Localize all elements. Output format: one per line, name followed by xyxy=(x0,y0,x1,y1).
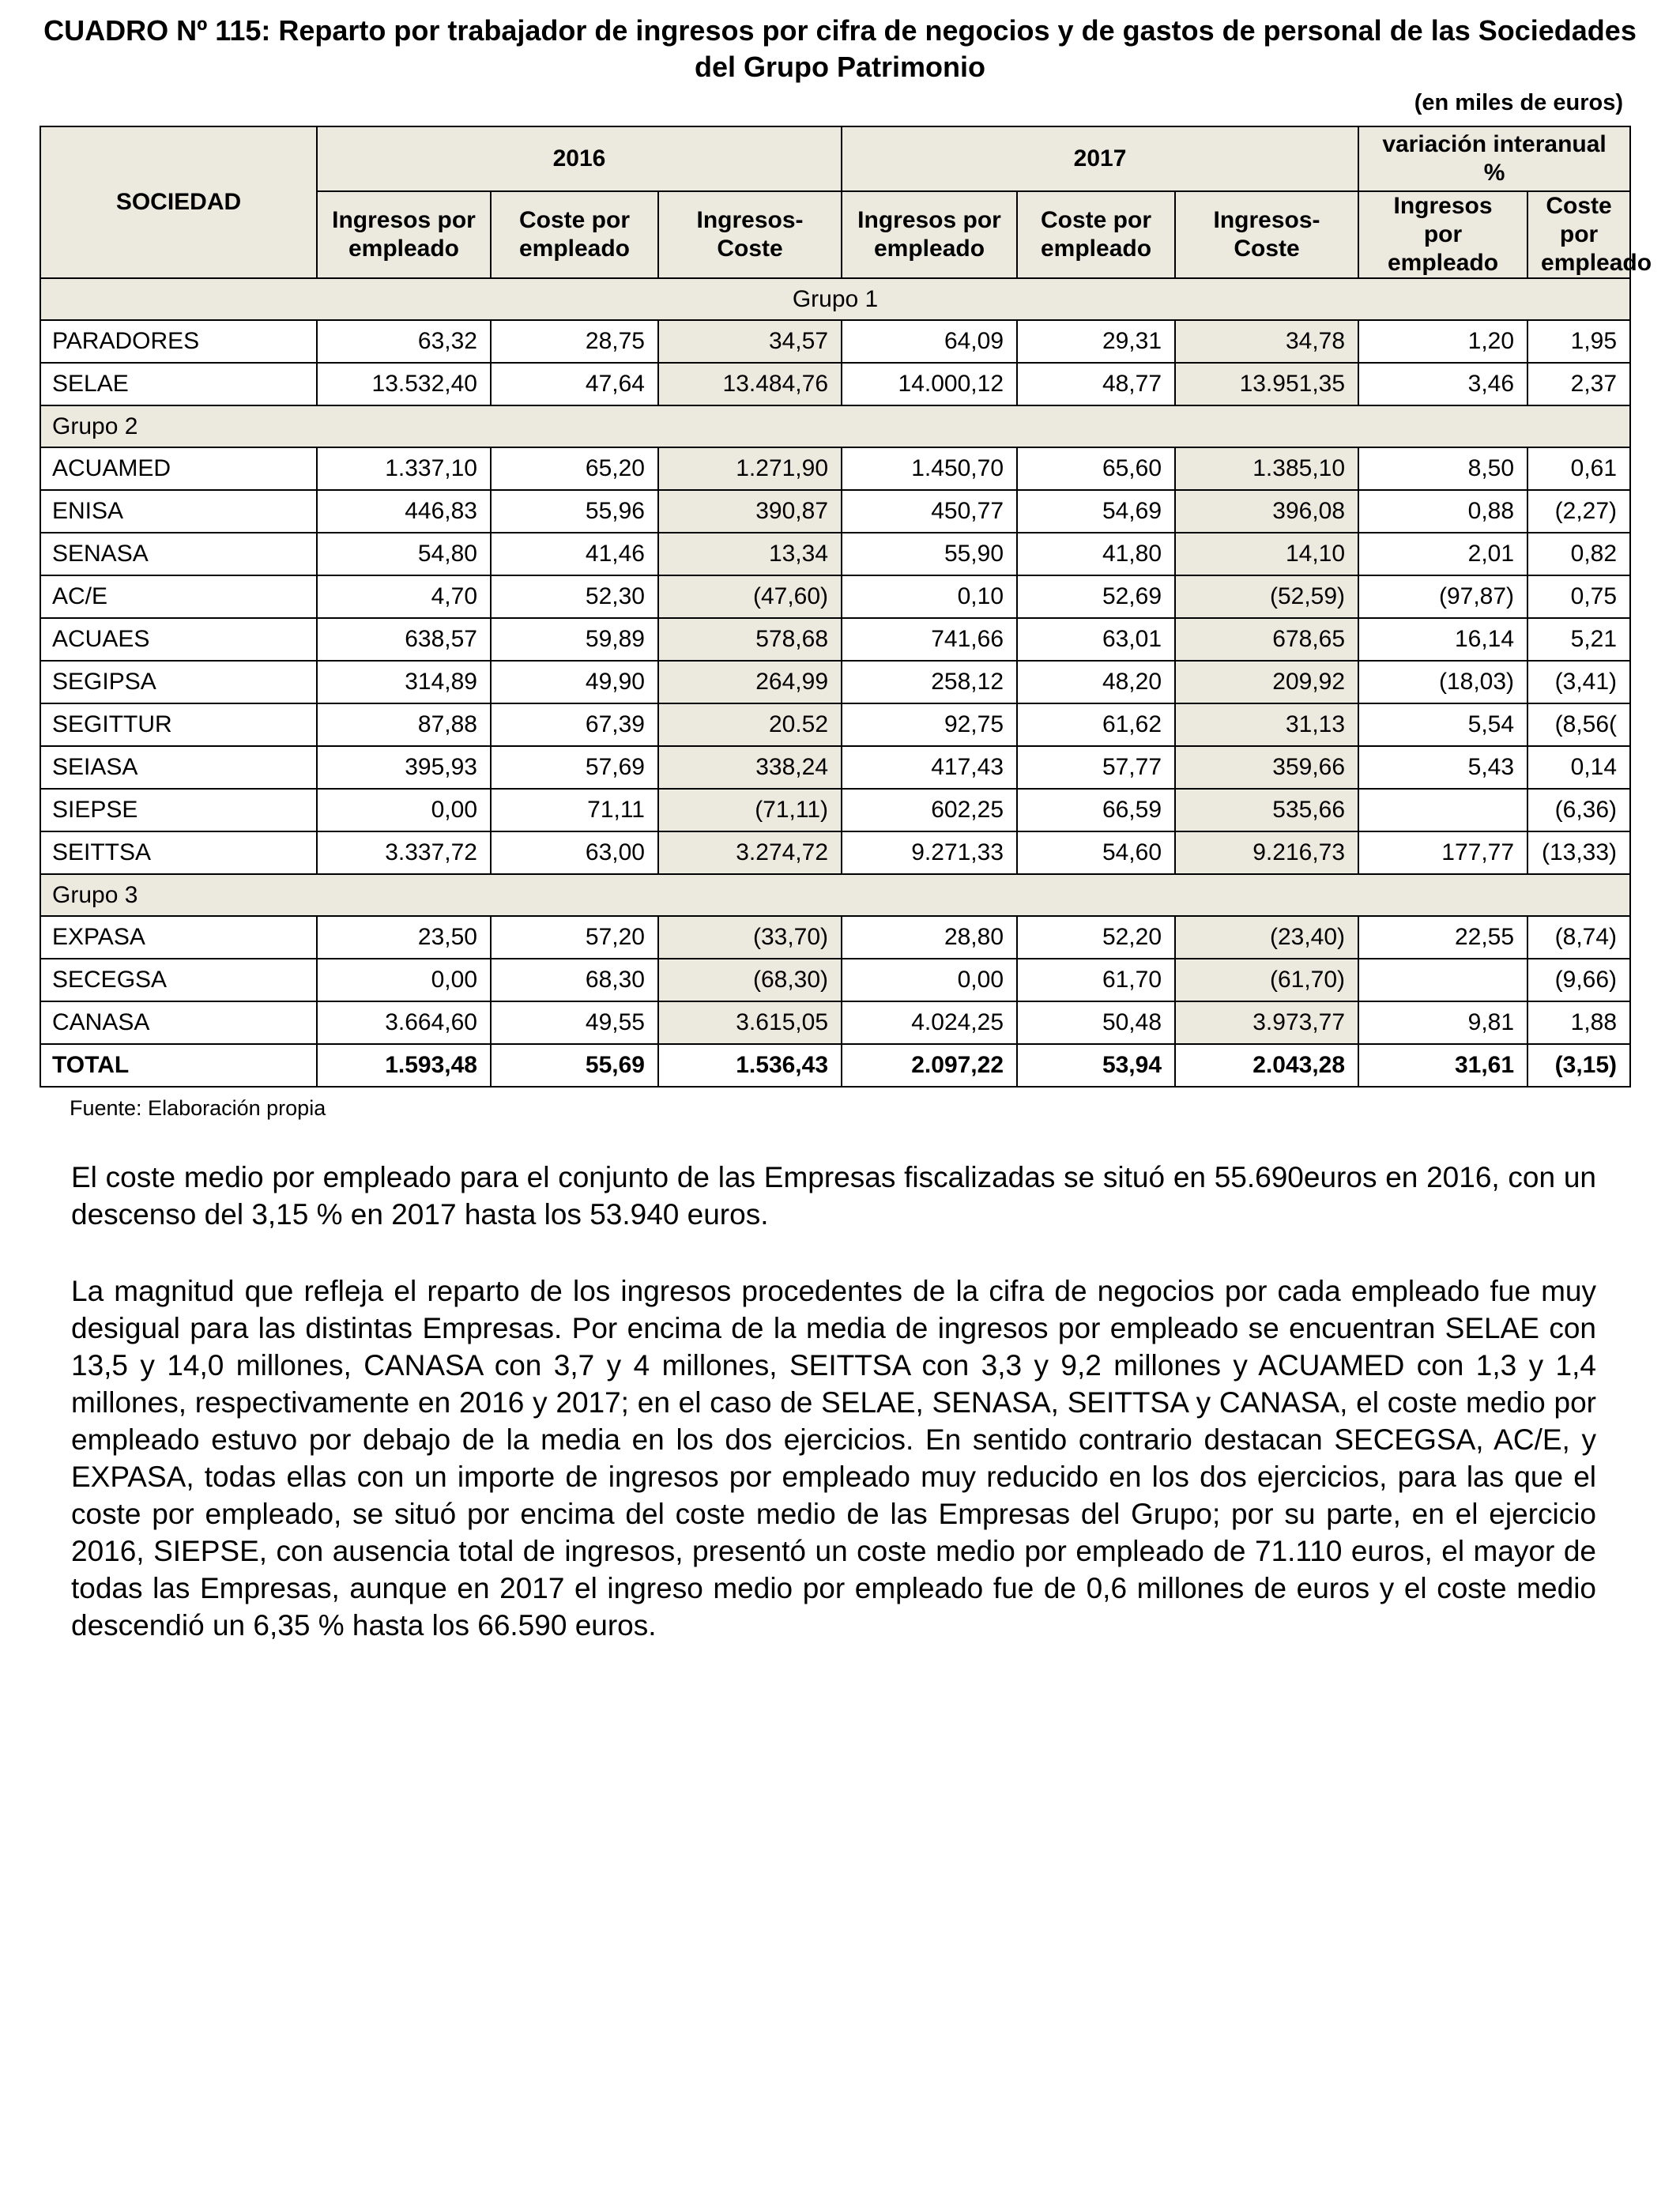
total-cell: 53,94 xyxy=(1017,1044,1175,1087)
table-cell: (68,30) xyxy=(658,959,842,1001)
table-cell: 0,00 xyxy=(317,789,491,831)
total-label: TOTAL xyxy=(40,1044,317,1087)
table-cell: (9,66) xyxy=(1527,959,1630,1001)
subheader-coste-2017: Coste por empleado xyxy=(1017,191,1175,278)
subheader-ingresos-variacion: Ingresos por empleado xyxy=(1358,191,1527,278)
table-cell: (33,70) xyxy=(658,916,842,959)
header-sociedad: SOCIEDAD xyxy=(40,126,317,278)
table-cell: 578,68 xyxy=(658,618,842,661)
table-cell: 602,25 xyxy=(842,789,1017,831)
table-cell xyxy=(1358,789,1527,831)
table-cell: 48,77 xyxy=(1017,363,1175,405)
table-row xyxy=(40,533,1630,575)
table-cell: 1,20 xyxy=(1358,320,1527,363)
table-cell: 14,10 xyxy=(1175,533,1358,575)
table-row xyxy=(40,363,1630,405)
row-label: SEIASA xyxy=(40,746,317,789)
group-label: Grupo 3 xyxy=(40,874,1630,916)
paragraph-1: El coste medio por empleado para el conjunto de las Empresas fiscalizadas se situó en 55.690euros en 2016, con un descenso del 3,15 % en 2017 hasta los 53.940 euros. xyxy=(71,1161,1596,1231)
row-label: SEITTSA xyxy=(40,831,317,874)
table-cell: 54,60 xyxy=(1017,831,1175,874)
table-cell: 34,57 xyxy=(658,320,842,363)
table-cell: (18,03) xyxy=(1358,661,1527,703)
data-table xyxy=(40,126,1652,1088)
table-cell: 64,09 xyxy=(842,320,1017,363)
table-cell: 59,89 xyxy=(491,618,658,661)
table-cell: 68,30 xyxy=(491,959,658,1001)
table-cell: 54,69 xyxy=(1017,490,1175,533)
table-cell: 61,70 xyxy=(1017,959,1175,1001)
table-cell: 450,77 xyxy=(842,490,1017,533)
table-cell: 9.271,33 xyxy=(842,831,1017,874)
total-cell: 1.536,43 xyxy=(658,1044,842,1087)
table-cell: 1,95 xyxy=(1527,320,1630,363)
table-cell: 5,21 xyxy=(1527,618,1630,661)
table-cell: 0,82 xyxy=(1527,533,1630,575)
table-row xyxy=(40,575,1630,618)
table-cell: 52,69 xyxy=(1017,575,1175,618)
table-row xyxy=(40,618,1630,661)
total-cell: 2.097,22 xyxy=(842,1044,1017,1087)
table-cell: (47,60) xyxy=(658,575,842,618)
table-cell: 9.216,73 xyxy=(1175,831,1358,874)
table-cell: 264,99 xyxy=(658,661,842,703)
table-row xyxy=(40,490,1630,533)
table-cell: 638,57 xyxy=(317,618,491,661)
group-row xyxy=(40,405,1630,447)
table-cell: 49,90 xyxy=(491,661,658,703)
table-cell: 3,46 xyxy=(1358,363,1527,405)
table-cell: 3.615,05 xyxy=(658,1001,842,1044)
table-cell: 54,80 xyxy=(317,533,491,575)
source-note: Fuente: Elaboración propia xyxy=(70,1096,326,1120)
table-cell: 535,66 xyxy=(1175,789,1358,831)
table-cell: 446,83 xyxy=(317,490,491,533)
table-cell: 5,43 xyxy=(1358,746,1527,789)
row-label: EXPASA xyxy=(40,916,317,959)
table-cell: 57,20 xyxy=(491,916,658,959)
table-cell: 258,12 xyxy=(842,661,1017,703)
table-cell: 23,50 xyxy=(317,916,491,959)
table-cell: 3.664,60 xyxy=(317,1001,491,1044)
paragraph-2: La magnitud que refleja el reparto de los ingresos procedentes de la cifra de negocios por cada empleado fue muy desigual para las distintas Empresas. Por encima de la media de ingresos por empleado se encuentran SELAE con 13,5 y 14,0 millones, CANASA con 3,7 y 4 millones, SEITTSA con 3,3 y 9,2 millones y ACUAMED con 1,3 y 1,4 millones, respectivamente en 2016 y 2017; en el caso de SELAE, SENASA, SEITTSA y CANASA, el coste medio por empleado estuvo por debajo de la media en los dos ejercicios. En sentido contrario destacan SECEGSA, AC/E, y EXPASA, todas ellas con un importe de ingresos por empleado muy reducido en los dos ejercicios, para las que el coste por empleado, se situó por encima del coste medio de las Empresas del Grupo; por su parte, en el ejercicio 2016, SIEPSE, con ausencia total de ingresos, presentó un coste medio por empleado de 71.110 euros, el mayor de todas las Empresas, aunque en 2017 el ingreso medio por empleado fue de 0,6 millones de euros y el coste medio descendió un 6,35 % hasta los 66.590 euros. xyxy=(71,1275,1596,1642)
total-cell: (3,15) xyxy=(1527,1044,1630,1087)
table-cell: 34,78 xyxy=(1175,320,1358,363)
subheader-coste-2016: Coste por empleado xyxy=(491,191,658,278)
table-cell: (97,87) xyxy=(1358,575,1527,618)
total-cell: 1.593,48 xyxy=(317,1044,491,1087)
table-cell: 31,13 xyxy=(1175,703,1358,746)
table-cell: 1.271,90 xyxy=(658,447,842,490)
table-title: CUADRO Nº 115: Reparto por trabajador de ingresos por cifra de negocios y de gastos de personal de las Sociedades del Grupo Patrimonio xyxy=(43,14,1637,83)
table-cell: 0,00 xyxy=(317,959,491,1001)
table-cell: 0,75 xyxy=(1527,575,1630,618)
table-cell: (8,74) xyxy=(1527,916,1630,959)
unit-note: (en miles de euros) xyxy=(1414,90,1623,115)
row-label: AC/E xyxy=(40,575,317,618)
row-label: ACUAMED xyxy=(40,447,317,490)
table-cell: (52,59) xyxy=(1175,575,1358,618)
table-cell: 22,55 xyxy=(1358,916,1527,959)
table-cell: 52,20 xyxy=(1017,916,1175,959)
table-cell: 28,80 xyxy=(842,916,1017,959)
table-cell: 678,65 xyxy=(1175,618,1358,661)
table-cell: 16,14 xyxy=(1358,618,1527,661)
table-cell: 67,39 xyxy=(491,703,658,746)
table-cell: 4,70 xyxy=(317,575,491,618)
table-row xyxy=(40,703,1630,746)
subheader-ingresos-coste-2017: Ingresos-Coste xyxy=(1175,191,1358,278)
row-label: ACUAES xyxy=(40,618,317,661)
table-cell: 65,60 xyxy=(1017,447,1175,490)
table-row xyxy=(40,789,1630,831)
table-cell: 63,01 xyxy=(1017,618,1175,661)
table-cell: 29,31 xyxy=(1017,320,1175,363)
table-cell: (3,41) xyxy=(1527,661,1630,703)
table-cell: 0,88 xyxy=(1358,490,1527,533)
table-row xyxy=(40,320,1630,363)
table-cell: (2,27) xyxy=(1527,490,1630,533)
table-cell: 8,50 xyxy=(1358,447,1527,490)
table-cell: 57,69 xyxy=(491,746,658,789)
table-cell: 3.274,72 xyxy=(658,831,842,874)
table-cell: (23,40) xyxy=(1175,916,1358,959)
table-cell: (71,11) xyxy=(658,789,842,831)
table-cell: 395,93 xyxy=(317,746,491,789)
table-cell: 1,88 xyxy=(1527,1001,1630,1044)
row-label: SELAE xyxy=(40,363,317,405)
table-cell: 47,64 xyxy=(491,363,658,405)
table-cell: 338,24 xyxy=(658,746,842,789)
row-label: SEGIPSA xyxy=(40,661,317,703)
table-cell: (61,70) xyxy=(1175,959,1358,1001)
table-cell: 50,48 xyxy=(1017,1001,1175,1044)
group-row xyxy=(40,278,1630,320)
table-cell: 0,14 xyxy=(1527,746,1630,789)
table-cell: 1.337,10 xyxy=(317,447,491,490)
table-cell: 14.000,12 xyxy=(842,363,1017,405)
table-cell: 3.973,77 xyxy=(1175,1001,1358,1044)
table-cell: 57,77 xyxy=(1017,746,1175,789)
group-row xyxy=(40,874,1630,916)
table-cell: (8,56( xyxy=(1527,703,1630,746)
row-label: SEGITTUR xyxy=(40,703,317,746)
table-row xyxy=(40,916,1630,959)
table-row xyxy=(40,447,1630,490)
subheader-ingresos-coste-2016: Ingresos-Coste xyxy=(658,191,842,278)
table-cell: 209,92 xyxy=(1175,661,1358,703)
table-cell: 314,89 xyxy=(317,661,491,703)
total-cell: 55,69 xyxy=(491,1044,658,1087)
table-cell: (6,36) xyxy=(1527,789,1630,831)
header-variacion: variación interanual % xyxy=(1358,126,1630,191)
table-row xyxy=(40,661,1630,703)
subheader-ingresos-2017: Ingresos por empleado xyxy=(842,191,1017,278)
table-cell: 41,80 xyxy=(1017,533,1175,575)
table-body xyxy=(40,278,1630,1087)
subheader-ingresos-2016: Ingresos por empleado xyxy=(317,191,491,278)
total-row xyxy=(40,1044,1630,1087)
table-cell: 3.337,72 xyxy=(317,831,491,874)
table-cell: 0,00 xyxy=(842,959,1017,1001)
table-cell: 61,62 xyxy=(1017,703,1175,746)
row-label: SECEGSA xyxy=(40,959,317,1001)
table-row xyxy=(40,746,1630,789)
table-cell: 0,10 xyxy=(842,575,1017,618)
row-label: CANASA xyxy=(40,1001,317,1044)
table-cell: 49,55 xyxy=(491,1001,658,1044)
table-cell: 5,54 xyxy=(1358,703,1527,746)
table-cell: 396,08 xyxy=(1175,490,1358,533)
table-cell xyxy=(1358,959,1527,1001)
table-cell: 2,01 xyxy=(1358,533,1527,575)
table-row xyxy=(40,831,1630,874)
table-cell: 1.450,70 xyxy=(842,447,1017,490)
table-cell: 63,32 xyxy=(317,320,491,363)
table-row xyxy=(40,959,1630,1001)
table-cell: 71,11 xyxy=(491,789,658,831)
table-row xyxy=(40,1001,1630,1044)
table-cell: 13.532,40 xyxy=(317,363,491,405)
table-cell: (13,33) xyxy=(1527,831,1630,874)
group-label: Grupo 2 xyxy=(40,405,1630,447)
table-cell: 55,96 xyxy=(491,490,658,533)
table-cell: 2,37 xyxy=(1527,363,1630,405)
table-cell: 1.385,10 xyxy=(1175,447,1358,490)
row-label: PARADORES xyxy=(40,320,317,363)
total-cell: 31,61 xyxy=(1358,1044,1527,1087)
table-cell: 390,87 xyxy=(658,490,842,533)
table-cell: 4.024,25 xyxy=(842,1001,1017,1044)
header-2016: 2016 xyxy=(317,126,842,191)
table-cell: 13,34 xyxy=(658,533,842,575)
table-cell: 9,81 xyxy=(1358,1001,1527,1044)
table-cell: 63,00 xyxy=(491,831,658,874)
table-cell: 52,30 xyxy=(491,575,658,618)
row-label: ENISA xyxy=(40,490,317,533)
table-cell: 55,90 xyxy=(842,533,1017,575)
table-cell: 92,75 xyxy=(842,703,1017,746)
table-cell: 20.52 xyxy=(658,703,842,746)
header-2017: 2017 xyxy=(842,126,1358,191)
table-cell: 741,66 xyxy=(842,618,1017,661)
table-cell: 41,46 xyxy=(491,533,658,575)
table-cell: 417,43 xyxy=(842,746,1017,789)
table-cell: 48,20 xyxy=(1017,661,1175,703)
table-cell: 87,88 xyxy=(317,703,491,746)
table-cell: 0,61 xyxy=(1527,447,1630,490)
table-cell: 177,77 xyxy=(1358,831,1527,874)
row-label: SIEPSE xyxy=(40,789,317,831)
table-cell: 66,59 xyxy=(1017,789,1175,831)
subheader-coste-variacion: Coste por empleado xyxy=(1527,191,1630,278)
table-cell: 65,20 xyxy=(491,447,658,490)
row-label: SENASA xyxy=(40,533,317,575)
table-cell: 13.484,76 xyxy=(658,363,842,405)
total-cell: 2.043,28 xyxy=(1175,1044,1358,1087)
group-label: Grupo 1 xyxy=(40,278,1630,320)
table-cell: 28,75 xyxy=(491,320,658,363)
table-cell: 359,66 xyxy=(1175,746,1358,789)
table-cell: 13.951,35 xyxy=(1175,363,1358,405)
